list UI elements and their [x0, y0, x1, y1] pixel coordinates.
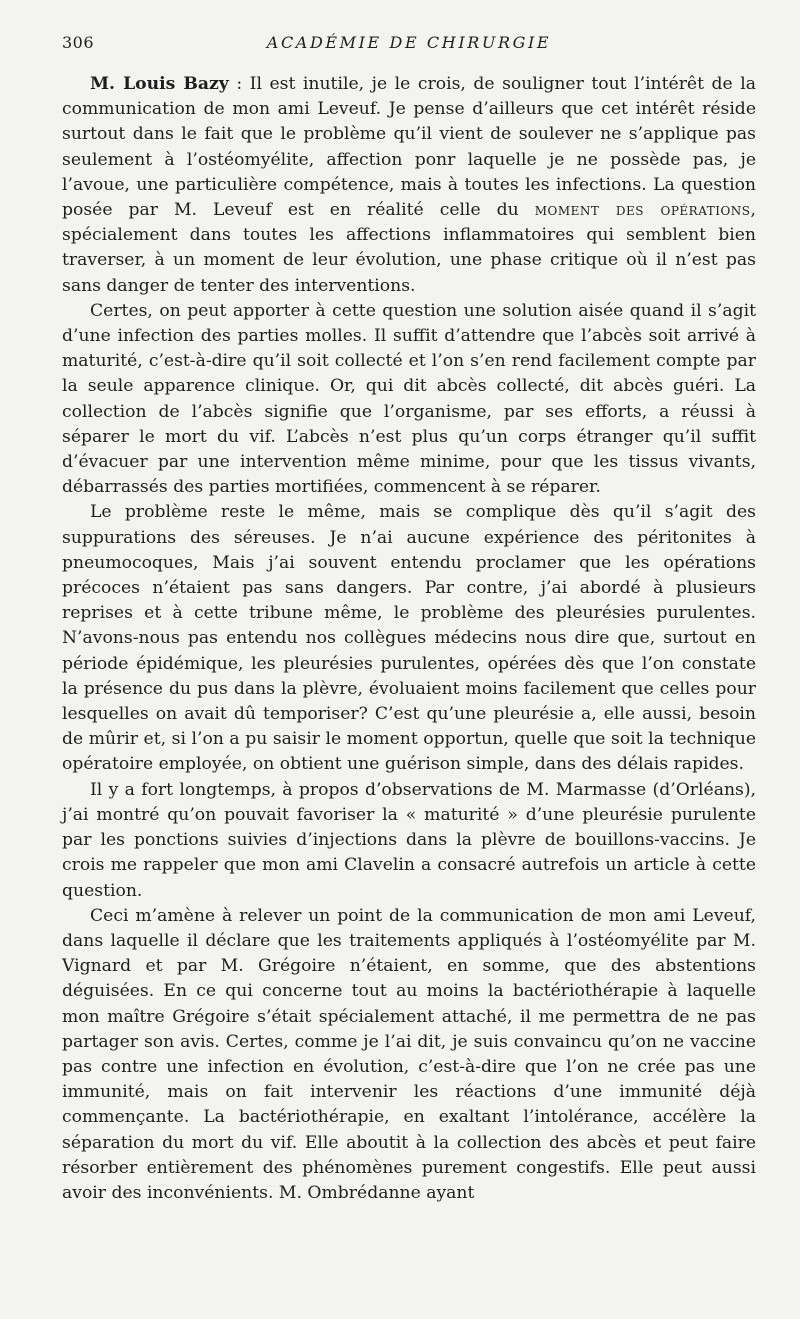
body-text	[62, 72, 756, 1206]
emphasized-term: moment des opérations	[534, 200, 751, 221]
paragraph-1-text-start: : Il est inutile, je le crois, de souligner tout l’intérêt de la communication de mon ami Leveuf. Je pense d’ailleurs que cet intérêt réside surtout dans le fait que le problème qu’il vient de soulever ne s’applique pas seulement à l’ostéomyélite, affection ponr laquelle je ne possède pas, je l’avoue, une particulière compétence, mais à toutes les infections. La question posée par M. Leveuf est en réalité celle du	[62, 74, 756, 221]
paragraph-5: Ceci m’amène à relever un point de la communication de mon ami Leveuf, dans laquelle il déclare que les traitements appliqués à l’ostéomyélite par M. Vignard et par M. Grégoire n’étaient, en somme, que des abstentions déguisées. En ce qui concerne tout au moins la bactériothérapie à laquelle mon maître Grégoire s’était spécialement attaché, il me permettra de ne pas partager son avis. Certes, comme je l’ai dit, je suis convaincu qu’on ne vaccine pas contre une infection en évolution, c’est-à-dire que l’on ne crée pas une immunité, mais on fait intervenir les réactions d’une immunité déjà commençante. La bactériothérapie, en exaltant l’intolérance, accélère la séparation du mort du vif. Elle aboutit à la collection des abcès et peut faire résorber entièrement des phénomènes purement congestifs. Elle peut aussi avoir des inconvénients. M. Ombrédanne ayant	[62, 905, 756, 1203]
paragraph-1	[62, 72, 756, 299]
running-head	[62, 33, 756, 57]
running-title: ACADÉMIE DE CHIRURGIE	[266, 33, 552, 52]
page-number: 306	[62, 33, 95, 52]
paragraph-3: Le problème reste le même, mais se complique dès qu’il s’agit des suppurations des séreuses. Je n’ai aucune expérience des péritonites à pneumocoques, Mais j’ai souvent entendu proclamer que les opérations précoces n’étaient pas sans dangers. Par contre, j’ai abordé à plusieurs reprises et à cette tribune même, le problème des pleurésies purulentes. N’avons-nous pas entendu nos collègues médecins nous dire que, surtout en période épidémique, les pleurésies purulentes, opérées dès que l’on constate la présence du pus dans la plèvre, évoluaient moins facilement que celles pour lesquelles on avait dû temporiser? C’est qu’une pleurésie a, elle aussi, besoin de mûrir et, si l’on a pu saisir le moment opportun, quelle que soit la technique opératoire employée, on obtient une guérison simple, dans des délais rapides.	[62, 502, 756, 775]
paragraph-2: Certes, on peut apporter à cette question une solution aisée quand il s’agit d’une infection des parties molles. Il suffit d’attendre que l’abcès soit arrivé à maturité, c’est-à-dire qu’il soit collecté et l’on s’en rend facilement compte par la seule apparence clinique. Or, qui dit abcès collecté, dit abcès guéri. La collection de l’abcès signifie que l’organisme, par ses efforts, a réussi à séparer le mort du vif. L’abcès n’est plus qu’un corps étranger qu’il suffit d’évacuer par une intervention même minime, pour que les tissus vivants, débarrassés des parties mortifiées, commencent à se réparer.	[62, 300, 756, 498]
paragraph-4: Il y a fort longtemps, à propos d’observations de M. Marmasse (d’Orléans), j’ai montré qu’on pouvait favoriser la « maturité » d’une pleurésie purulente par les ponctions suivies d’injections dans la plèvre de bouillons-vaccins. Je crois me rappeler que mon ami Clavelin a consacré autrefois un article à cette question.	[62, 779, 756, 901]
speaker-name: M. Louis Bazy	[90, 74, 229, 94]
paragraph-1-text-end: , spécialement dans toutes les affections inflammatoires qui semblent bien traverser, à un moment de leur évolution, une phase critique où il n’est pas sans danger de tenter des interventions.	[62, 200, 756, 296]
